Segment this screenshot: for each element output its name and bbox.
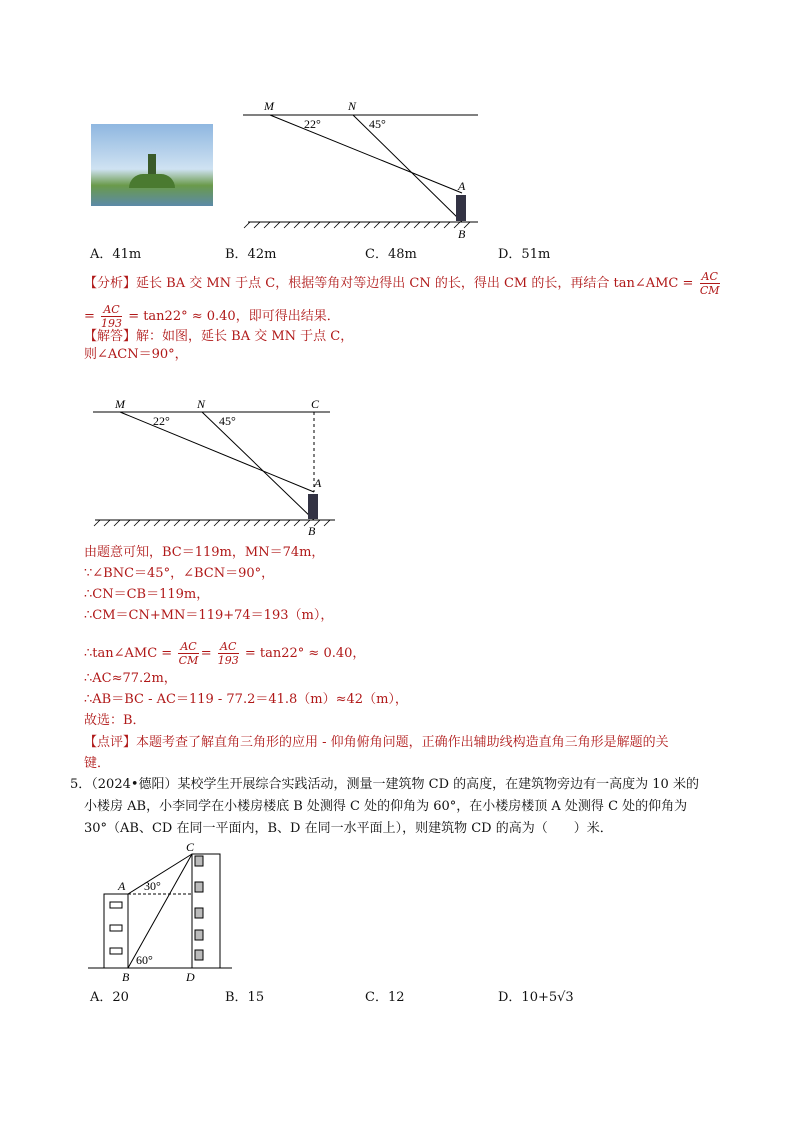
tan-result: = tan22° ≈ 0.40， [244,646,366,661]
comment-line-1 [84,735,669,751]
label-N: N [197,397,206,411]
label-A: A [458,179,466,193]
step-4: ∴CM＝CN+MN＝119+74＝193（m）， [84,608,334,623]
label-N: N [348,99,357,113]
step-5: ∴AC≈77.2m， [84,671,177,686]
q5-option-a: A．20 [90,990,129,1005]
option-a: A．41m [90,247,142,262]
frac-den: 193 [217,654,239,667]
option-d: D．51m [498,247,551,262]
label-B: B [122,970,130,983]
step-3: ∴CN＝CB＝119m， [84,587,210,602]
step-1: 由题意可知，BC＝119m，MN＝74m， [84,545,325,560]
frac-num: AC [101,303,122,317]
angle-30: 30° [144,879,161,893]
analysis-line-1 [84,270,722,297]
comment-line-2: 键． [84,756,111,771]
q5-line-1: 5．（2024•德阳）某校学生开展综合实践活动，测量一建筑物 CD 的高度，在建筑物旁边有一高度为 10 米的 [70,777,699,792]
fraction-ac-193 [101,303,122,330]
step-2: ∵∠BNC＝45°，∠BCN＝90°， [84,566,275,581]
q5-option-d: D．10+5√3 [498,990,574,1005]
label-B: B [308,524,316,538]
frac-num: AC [180,640,197,653]
label-M: M [264,99,274,113]
fraction-ac-cm [700,270,720,297]
answer-tag: 【解答】 [84,329,137,344]
label-A: A [118,879,126,893]
analysis-line-2 [84,303,340,330]
q5-option-c: C．12 [365,990,405,1005]
option-b: B．42m [225,247,277,262]
fraction-ac-193 [218,640,239,667]
label-C: C [311,397,320,411]
tower-photo [91,124,213,206]
analysis-text: 延长 BA 交 MN 于点 C，根据等角对等边得出 CN 的长，得出 CM 的长，再结合 tan∠AMC = [136,276,694,291]
angle-45: 45° [369,117,386,131]
q5-line-2: 小楼房 AB，小李同学在小楼房楼底 B 处测得 C 处的仰角为 60°，在小楼房楼顶 A 处测得 C 处的仰角为 [84,799,688,814]
comment-text: 本题考查了解直角三角形的应用 - 仰角俯角问题，正确作出辅助线构造直角三角形是解题的关 [136,735,669,750]
label-M: M [115,397,125,411]
figure-1-diagram [240,95,485,240]
angle-60: 60° [136,953,153,967]
label-A: A [314,476,322,490]
frac-den: 193 [101,317,123,330]
q5-option-b: B．15 [225,990,265,1005]
figure-2-diagram [90,392,340,542]
tan-prefix: ∴tan∠AMC = [84,646,173,661]
frac-num: AC [218,640,239,654]
equals: = [84,309,95,324]
fraction-ac-cm [178,640,198,667]
frac-den: CM [699,284,720,297]
angle-22: 22° [153,414,170,428]
frac-den: CM [178,654,199,667]
option-c: C．48m [365,247,417,262]
label-C: C [186,840,195,854]
analysis-conclusion: = tan22° ≈ 0.40，即可得出结果． [128,309,340,324]
comment-tag: 【点评】 [84,735,137,750]
answer-line-2: 则∠ACN＝90°， [84,347,188,362]
answer-intro-text: 解：如图，延长 BA 交 MN 于点 C， [136,329,354,344]
figure-q5-diagram [86,838,236,983]
step-tan: ∴tan∠AMC = $\frac{AC}{CM}$ = $\frac{AC}{193}$ = tan22° ≈ 0.40， [84,640,366,667]
answer-intro [84,329,353,345]
q5-line-3: 30°（AB、CD 在同一平面内，B、D 在同一水平面上），则建筑物 CD 的高为（ ）米． [84,821,613,836]
angle-22: 22° [304,117,321,131]
angle-45: 45° [219,414,236,428]
label-D: D [186,970,195,983]
analysis-tag: 【分析】 [84,276,137,291]
step-6: ∴AB＝BC - AC＝119 - 77.2＝41.8（m）≈42（m）， [84,692,408,707]
step-choice: 故选：B． [84,713,146,728]
frac-num: AC [701,270,718,283]
label-B: B [458,227,466,240]
